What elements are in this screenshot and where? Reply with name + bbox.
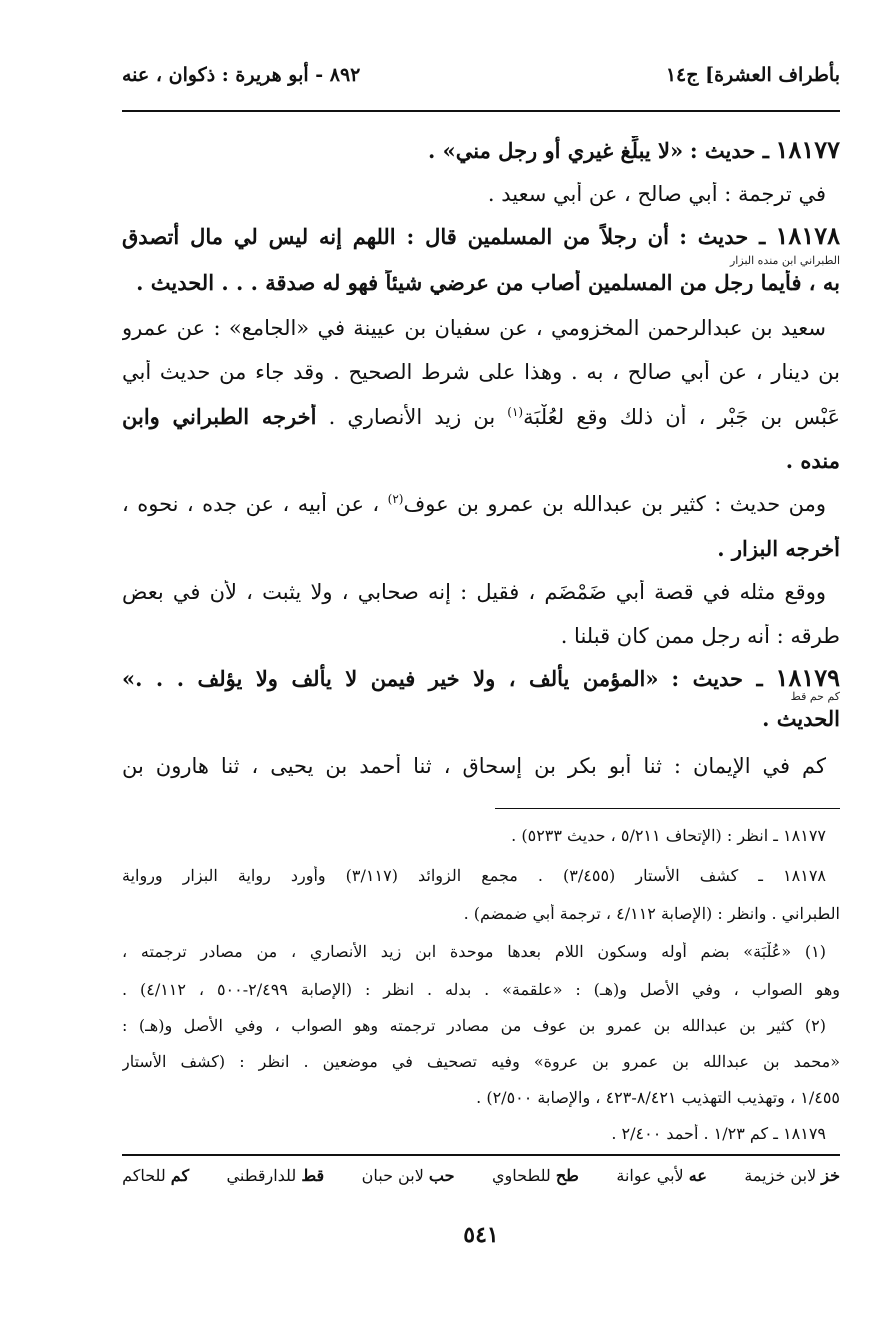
footnote-ref: (١) [507, 405, 524, 419]
footnote: (١) «عُلْبَة» بضم أوله وسكون اللام بعدها موحدة ابن زيد الأنصاري ، من مصادر ترجمته ، [122, 942, 826, 961]
text-line: بن دينار ، عن أبي صالح ، به . وهذا على شرط الصحيح . وقد جاء من حديث أبي [122, 360, 840, 384]
hadith-18178-line1 [122, 222, 840, 251]
hadith-18177-line [122, 136, 840, 165]
hadith-text-line: به ، فأيما رجل من المسلمين أصاب من عرضي شيئاً فهو له صدقة . . . الحديث . [136, 270, 840, 295]
abbreviation-item: قط للدارقطني [226, 1166, 325, 1185]
header-section: ٨٩٢ - أبو هريرة : ذكوان ، عنه [122, 64, 361, 86]
hadith-text: «لا يبلِّغ غيري أو رجل مني» . [428, 138, 684, 163]
footnote: (٢) كثير بن عبدالله بن عمرو بن عوف من مصادر ترجمته وهو الصواب ، وفي الأصل و(هـ) : [122, 1016, 826, 1035]
footnote: ١/٤٥٥ ، وتهذيب التهذيب ٨/٤٢١-٤٢٣ ، والإصابة ٢/٥٠٠) . [476, 1088, 840, 1107]
text-line: الحديث . [762, 706, 840, 731]
footnote: ١٨١٧٩ ـ كم ١/٢٣ . أحمد ٢/٤٠٠ . [611, 1124, 826, 1143]
book-page [122, 0, 840, 1317]
text-line: أخرجه البزار . [717, 536, 840, 561]
footnote: وهو الصواب ، وفي الأصل و(هـ) : «علقمة» . بدله . انظر : (الإصابة ٢/٤٩٩-٥٠٠ ، ٤/١١٢) . [122, 980, 840, 999]
text-span: ومن حديث : كثير بن عبدالله بن عمرو بن عوف [403, 492, 826, 516]
text-span: ، عن أبيه ، عن جده ، نحوه ، [122, 492, 380, 516]
footnote-separator [495, 808, 840, 809]
margin-note: الطبراني ابن منده البزار [730, 254, 840, 267]
text-span: عَبْس بن جَبْر ، أن ذلك وقع لعُلْبَة [523, 405, 840, 429]
footnote-ref: (٢) [387, 492, 404, 506]
page-number: ٥٤١ [463, 1222, 499, 1248]
text-line [122, 404, 840, 430]
running-header [122, 60, 840, 96]
hadith-number: ١٨١٧٧ [775, 136, 840, 164]
hadith-label: ـ حديث : [671, 666, 763, 691]
text-line: سعيد بن عبدالرحمن المخزومي ، عن سفيان بن عيينة في «الجامع» : عن عمرو [122, 316, 826, 340]
text-span: بن زيد الأنصاري . [328, 405, 496, 429]
abbreviation-item: عه لأبي عوانة [616, 1166, 707, 1185]
footnote: «محمد بن عبدالله بن عمرو بن عروة» وفيه تصحيف في موضعين . انظر : (كشف الأستار [122, 1052, 840, 1071]
hadith-text: أن رجلاً من المسلمين قال : اللهم إنه ليس لي مال أتصدق [122, 224, 669, 249]
text-line: ووقع مثله في قصة أبي ضَمْضَم ، فقيل : إنه صحابي ، ولا يثبت ، لأن في بعض [122, 580, 826, 604]
hadith-label: ـ حديث : [679, 224, 766, 249]
hadith-label: ـ حديث : [689, 138, 769, 163]
header-rule [122, 110, 840, 112]
abbreviation-item: طح للطحاوي [491, 1166, 579, 1185]
footnote: الطبراني . وانظر : (الإصابة ٤/١١٢ ، ترجمة أبي ضمضم) . [463, 904, 840, 923]
header-volume: بأطراف العشرة] ج١٤ [665, 64, 840, 86]
hadith-text: «المؤمن يألف ، ولا خير فيمن لا يألف ولا يؤلف . . .» [122, 666, 659, 691]
text-span: أخرجه الطبراني وابن [122, 404, 317, 429]
text-line: في ترجمة : أبي صالح ، عن أبي سعيد . [487, 182, 826, 206]
abbreviation-key [122, 1166, 840, 1196]
text-line: منده . [785, 448, 840, 473]
hadith-number: ١٨١٧٩ [775, 664, 840, 692]
margin-note: كم حم قط [790, 690, 840, 703]
text-line: طرقه : أنه رجل ممن كان قبلنا . [560, 624, 840, 648]
hadith-18179-line1 [122, 664, 840, 693]
footer-rule [122, 1154, 840, 1156]
abbreviation-item: كم للحاكم [122, 1166, 190, 1185]
abbreviation-item: حب لابن حبان [361, 1166, 455, 1185]
hadith-number: ١٨١٧٨ [775, 222, 840, 250]
abbreviation-item: خز لابن خزيمة [744, 1166, 840, 1185]
text-line: كم في الإيمان : ثنا أبو بكر بن إسحاق ، ثنا أحمد بن يحيى ، ثنا هارون بن [122, 754, 826, 778]
text-line [122, 492, 826, 517]
footnote: ١٨١٧٨ ـ كشف الأستار (٣/٤٥٥) . مجمع الزوائد (٣/١١٧) وأورد رواية البزار ورواية [122, 866, 826, 885]
footnote: ١٨١٧٧ ـ انظر : (الإتحاف ٥/٢١١ ، حديث ٥٢٣٣) . [511, 826, 826, 845]
